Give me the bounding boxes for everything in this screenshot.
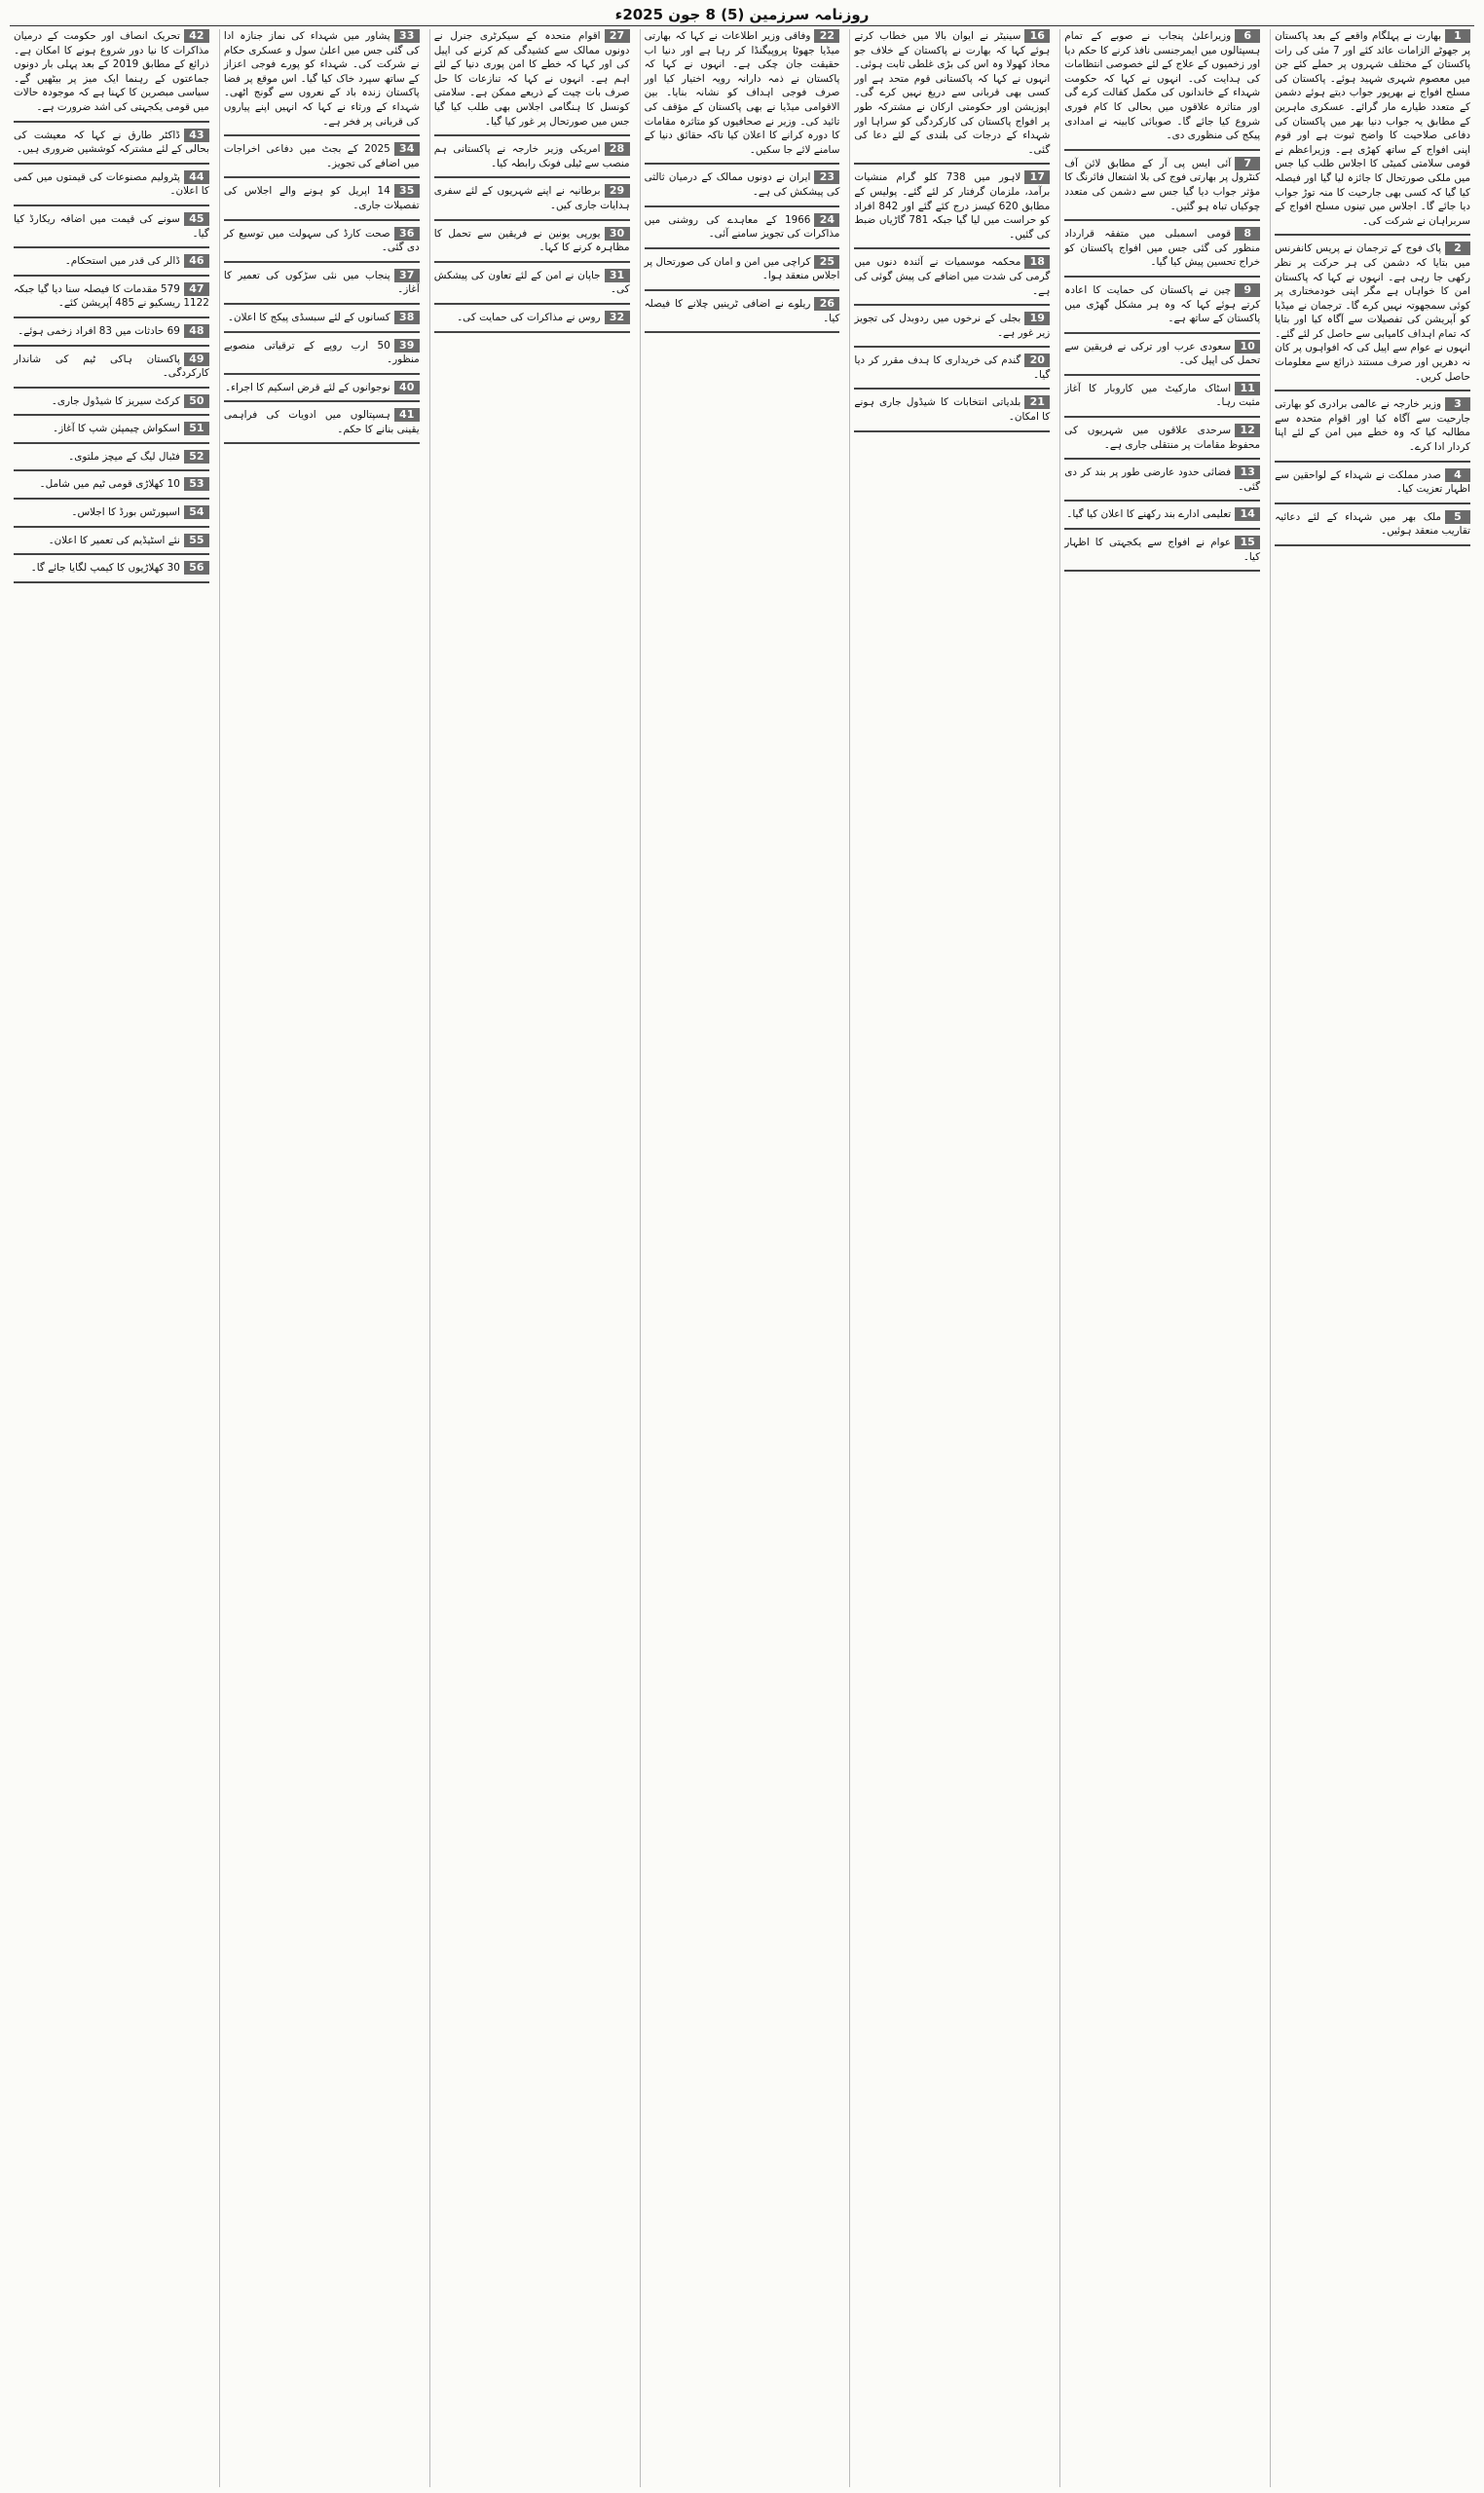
item-divider (224, 303, 420, 305)
news-item (224, 142, 420, 170)
news-item-text: کراچی میں امن و امان کی صورتحال پر اجلاس منعقد ہوا۔ (644, 255, 840, 282)
news-item (434, 142, 630, 170)
news-item (224, 269, 420, 297)
news-item (645, 297, 840, 325)
news-item-text: وفاقی وزیر اطلاعات نے کہا کہ بھارتی میڈیا جھوٹا پروپیگنڈا کر رہا ہے اور دنیا اب حقیقت جان چکی ہے۔ انہوں نے کہا کہ پاکستان نے ذمہ دارانہ رویہ اختیار کیا اور صرف فوجی اہداف کو نشانہ بنایا۔ بین الاقوامی میڈیا نے بھی پاکستان کے مؤقف کی تائید کی۔ وزیر نے صحافیوں کو متاثرہ مقامات کا دورہ کرانے کا اعلان کیا تاکہ حقائق دنیا کے سامنے لائے جا سکیں۔ (644, 30, 840, 156)
news-item-number: 53 (184, 477, 209, 491)
item-divider (14, 498, 209, 500)
news-item (14, 505, 209, 520)
item-divider (14, 316, 209, 318)
item-divider (14, 442, 209, 444)
news-item-number: 27 (605, 29, 630, 43)
news-item-number: 17 (1024, 170, 1050, 184)
item-divider (434, 219, 630, 221)
item-divider (224, 219, 420, 221)
news-item-text: قومی اسمبلی میں متفقہ قرارداد منظور کی گئی جس میں افواج پاکستان کو خراج تحسین پیش کیا گیا۔ (1064, 228, 1261, 269)
item-divider (854, 304, 1050, 306)
news-item-text: پاک فوج کے ترجمان نے پریس کانفرنس میں بتایا کہ دشمن کی ہر حرکت پر نظر رکھی جا رہی ہے۔ انہوں نے کہا کہ پاکستان امن کا خواہاں ہے مگر اپنی خودمختاری پر کوئی سمجھوتہ نہیں کرے گا۔ ترجمان نے میڈیا کو آپریشن کی تفصیلات سے آگاہ کیا اور بتایا کہ تمام اہداف کامیابی سے حاصل کر لئے گئے۔ انہوں نے عوام سے اپیل کی کہ افواہوں پر کان نہ دھریں اور صرف مستند ذرائع سے معلومات حاصل کریں۔ (1275, 242, 1470, 383)
news-item (1275, 242, 1470, 384)
news-item-text: سونے کی قیمت میں اضافہ ریکارڈ کیا گیا۔ (13, 212, 209, 240)
item-divider (434, 261, 630, 263)
news-item (854, 395, 1050, 424)
news-item (854, 170, 1050, 242)
news-item-text: تحریک انصاف اور حکومت کے درمیان مذاکرات کا نیا دور شروع ہونے کا امکان ہے۔ ذرائع کے مطابق 2019 کے بعد پہلی بار دونوں جماعتوں کے رہنما ایک میز پر بیٹھیں گے۔ سیاسی مبصرین کا کہنا ہے کہ موجودہ حالات میں قومی یکجہتی کی اشد ضرورت ہے۔ (13, 30, 209, 113)
item-divider (645, 247, 840, 249)
news-item-text: سینیٹر نے ایوان بالا میں خطاب کرتے ہوئے کہا کہ بھارت نے پاکستان کے خلاف جو محاذ کھولا وہ اس کی بڑی غلطی ثابت ہوئی۔ انہوں نے کہا کہ پاکستانی قوم متحد ہے اور کسی بھی قربانی سے دریغ نہیں کرے گی۔ اپوزیشن اور حکومتی ارکان نے مشترکہ طور پر افواج پاکستان کی کارکردگی کو سراہا اور شہداء کے درجات کی بلندی کے لئے دعا کی گئی۔ (854, 30, 1051, 156)
news-item-text: چین نے پاکستان کی حمایت کا اعادہ کرتے ہوئے کہا کہ وہ ہر مشکل گھڑی میں پاکستان کے ساتھ ہے۔ (1064, 283, 1261, 325)
news-item-number: 4 (1445, 468, 1470, 482)
news-column-1 (1270, 29, 1474, 2487)
item-divider (224, 400, 420, 402)
news-item (224, 339, 420, 367)
item-divider (224, 176, 420, 178)
item-divider (14, 414, 209, 416)
news-item (645, 29, 840, 157)
news-item (224, 227, 420, 255)
news-item-number: 46 (184, 254, 209, 268)
item-divider (224, 373, 420, 375)
news-item-number: 6 (1235, 29, 1260, 43)
news-item-text: ڈاکٹر طارق نے کہا کہ معیشت کی بحالی کے لئے مشترکہ کوششیں ضروری ہیں۔ (13, 129, 209, 156)
news-item (14, 282, 209, 311)
news-item-number: 51 (184, 422, 209, 435)
news-item (1275, 29, 1470, 228)
news-item (224, 311, 420, 325)
news-item-text: اسپورٹس بورڈ کا اجلاس۔ (71, 506, 180, 519)
news-item (1064, 382, 1260, 410)
news-item-text: ڈالر کی قدر میں استحکام۔ (64, 255, 180, 268)
news-item (224, 29, 420, 129)
item-divider (645, 205, 840, 207)
item-divider (14, 246, 209, 248)
item-divider (645, 163, 840, 165)
item-divider (854, 388, 1050, 390)
item-divider (224, 261, 420, 263)
news-item-number: 11 (1235, 382, 1260, 395)
news-item-number: 10 (1235, 340, 1260, 353)
news-item-number: 55 (184, 534, 209, 547)
news-item (14, 129, 209, 157)
news-item (1064, 29, 1260, 143)
news-item-number: 38 (394, 311, 420, 324)
item-divider (854, 430, 1050, 432)
news-item-number: 41 (394, 408, 420, 422)
news-item-text: محکمہ موسمیات نے آئندہ دنوں میں گرمی کی شدت میں اضافے کی پیش گوئی کی ہے۔ (854, 256, 1051, 297)
news-item (1064, 227, 1260, 270)
news-item (14, 254, 209, 269)
news-item (14, 477, 209, 492)
news-item (224, 408, 420, 436)
news-item-text: امریکی وزیر خارجہ نے پاکستانی ہم منصب سے ٹیلی فونک رابطہ کیا۔ (433, 143, 630, 169)
item-divider (14, 345, 209, 347)
item-divider (224, 442, 420, 444)
news-item (1064, 507, 1260, 522)
news-item-text: بھارت نے پہلگام واقعے کے بعد پاکستان پر جھوٹے الزامات عائد کئے اور 7 مئی کی رات پاکستان کے مختلف شہروں پر حملے کئے جن میں معصوم شہری شہید ہوئے۔ پاکستان کی مسلح افواج نے بھرپور جواب دیتے ہوئے دشمن کے متعدد طیارے مار گرائے۔ عسکری ماہرین کے مطابق یہ جواب دنیا بھر میں پاکستان کی دفاعی صلاحیت کا واضح ثبوت ہے اور قوم اپنی افواج کے ساتھ کھڑی ہے۔ وزیراعظم نے قومی سلامتی کمیٹی کا اجلاس طلب کیا جس میں ملکی صورتحال کا جائزہ لیا گیا اور فیصلہ کیا گیا کہ کسی بھی جارحیت کا منہ توڑ جواب دیا جائے گا۔ اجلاس میں تینوں مسلح افواج کے سربراہان نے شرکت کی۔ (1275, 30, 1470, 227)
news-item-number: 20 (1024, 353, 1050, 367)
news-item-number: 23 (814, 170, 839, 184)
news-item-number: 3 (1445, 397, 1470, 411)
news-item-number: 48 (184, 324, 209, 338)
news-item-number: 45 (184, 212, 209, 226)
item-divider (1064, 458, 1260, 460)
news-item (854, 353, 1050, 382)
item-divider (14, 387, 209, 389)
news-item-text: 69 حادثات میں 83 افراد زخمی ہوئے۔ (18, 324, 180, 337)
news-item-text: جاپان نے امن کے لئے تعاون کی پیشکش کی۔ (433, 269, 630, 296)
news-item (14, 450, 209, 465)
news-item (14, 353, 209, 381)
news-item (14, 561, 209, 576)
news-item-number: 13 (1235, 465, 1260, 479)
item-divider (1064, 570, 1260, 572)
item-divider (1064, 500, 1260, 502)
item-divider (1064, 374, 1260, 376)
item-divider (434, 134, 630, 136)
news-item-text: یورپی یونین نے فریقین سے تحمل کا مظاہرہ کرنے کا کہا۔ (433, 227, 630, 254)
news-item-text: ملک بھر میں شہداء کے لئے دعائیہ تقاریب منعقد ہوئیں۔ (1275, 510, 1470, 538)
news-item (854, 312, 1050, 340)
news-item-text: سعودی عرب اور ترکی نے فریقین سے تحمل کی اپیل کی۔ (1064, 340, 1261, 367)
news-item (1275, 510, 1470, 539)
item-divider (14, 121, 209, 123)
news-item-text: صحت کارڈ کی سہولت میں توسیع کر دی گئی۔ (223, 227, 420, 254)
news-item-text: پٹرولیم مصنوعات کی قیمتوں میں کمی کا اعلان۔ (13, 170, 209, 198)
news-item-text: وزیراعلیٰ پنجاب نے صوبے کے تمام ہسپتالوں میں ایمرجنسی نافذ کرنے کا حکم دیا اور زخمیوں کے علاج کے لئے خصوصی انتظامات کی ہدایت کی۔ انہوں نے کہا کہ حکومت شہداء کے خاندانوں کی مکمل کفالت کرے گی اور متاثرہ علاقوں میں بحالی کا کام فوری شروع کیا جائے گا۔ صوبائی کابینہ نے امدادی پیکج کی منظوری دی۔ (1064, 30, 1261, 142)
news-item (14, 212, 209, 241)
news-column-3 (849, 29, 1054, 2487)
news-item-text: بلدیاتی انتخابات کا شیڈول جاری ہونے کا امکان۔ (854, 396, 1051, 424)
news-item-number: 1 (1445, 29, 1470, 43)
news-item-text: صدر مملکت نے شہداء کے لواحقین سے اظہار تعزیت کیا۔ (1275, 468, 1470, 496)
news-item (1275, 397, 1470, 454)
news-item (854, 29, 1050, 157)
news-item-text: پشاور میں شہداء کی نماز جنازہ ادا کی گئی جس میں اعلیٰ سول و عسکری حکام نے شرکت کی۔ شہداء کو پورے فوجی اعزاز کے ساتھ سپرد خاک کیا گیا۔ اس موقع پر فضا پاکستان زندہ باد کے نعروں سے گونج اٹھی۔ شہداء کے ورثاء نے کہا کہ انہیں اپنے پیاروں کی قربانی پر فخر ہے۔ (223, 30, 420, 128)
news-item-text: نئے اسٹیڈیم کی تعمیر کا اعلان۔ (48, 534, 180, 546)
news-item (1064, 283, 1260, 326)
news-item-number: 35 (394, 184, 420, 198)
news-item (1064, 536, 1260, 564)
news-item-text: 14 اپریل کو ہونے والے اجلاس کی تفصیلات جاری۔ (223, 185, 420, 211)
item-divider (1064, 416, 1260, 418)
news-item-number: 56 (184, 561, 209, 575)
news-item-text: 10 کھلاڑی قومی ٹیم میں شامل۔ (39, 478, 180, 491)
item-divider (1064, 219, 1260, 221)
news-item-number: 18 (1024, 255, 1050, 269)
news-column-5 (429, 29, 634, 2487)
news-item (14, 394, 209, 409)
news-item-text: گندم کی خریداری کا ہدف مقرر کر دیا گیا۔ (854, 354, 1051, 381)
news-item-text: عوام نے افواج سے یکجہتی کا اظہار کیا۔ (1064, 537, 1261, 563)
news-item-text: 1966 کے معاہدے کی روشنی میں مذاکرات کی تجویز سامنے آئی۔ (644, 213, 840, 241)
news-item-number: 37 (394, 269, 420, 282)
item-divider (14, 163, 209, 165)
news-item (14, 170, 209, 199)
news-item (224, 184, 420, 212)
item-divider (1275, 461, 1470, 463)
news-item-text: 50 ارب روپے کے ترقیاتی منصوبے منظور۔ (223, 339, 420, 366)
news-item-text: وزیر خارجہ نے عالمی برادری کو بھارتی جارحیت سے آگاہ کیا اور اقوام متحدہ سے مطالبہ کیا کہ وہ خطے میں امن کے لئے اپنا کردار ادا کرے۔ (1275, 398, 1470, 454)
item-divider (854, 247, 1050, 249)
news-item (645, 170, 840, 199)
news-item-number: 25 (814, 255, 839, 269)
news-item-number: 28 (605, 142, 630, 156)
news-item-number: 34 (394, 142, 420, 156)
news-item (224, 381, 420, 395)
item-divider (14, 526, 209, 528)
news-item-text: تعلیمی ادارے بند رکھنے کا اعلان کیا گیا۔ (1066, 508, 1232, 521)
news-item-number: 14 (1235, 507, 1260, 521)
news-item (854, 255, 1050, 298)
news-item-text: فٹبال لیگ کے میچز ملتوی۔ (68, 450, 180, 463)
news-item-number: 24 (814, 213, 839, 227)
news-item-text: پاکستان ہاکی ٹیم کی شاندار کارکردگی۔ (13, 353, 209, 380)
item-divider (434, 331, 630, 333)
item-divider (1064, 332, 1260, 334)
item-divider (224, 331, 420, 333)
news-item-number: 49 (184, 353, 209, 366)
news-item (14, 422, 209, 436)
news-item-text: ریلوے نے اضافی ٹرینیں چلانے کا فیصلہ کیا۔ (644, 297, 840, 324)
news-item-text: نوجوانوں کے لئے قرض اسکیم کا اجراء۔ (224, 381, 390, 393)
news-item (434, 227, 630, 255)
item-divider (224, 134, 420, 136)
news-item-text: ہسپتالوں میں ادویات کی فراہمی یقینی بنانے کا حکم۔ (223, 409, 420, 435)
news-item-text: سرحدی علاقوں میں شہریوں کی محفوظ مقامات پر منتقلی جاری ہے۔ (1064, 425, 1261, 451)
item-divider (14, 205, 209, 206)
news-item-number: 9 (1235, 283, 1260, 297)
news-item-text: اقوام متحدہ کے سیکرٹری جنرل نے دونوں ممالک سے کشیدگی کم کرنے کی اپیل کی اور کہا کہ خطے کا امن پوری دنیا کے لئے اہم ہے۔ انہوں نے کہا کہ تنازعات کا حل صرف بات چیت کے ذریعے ممکن ہے۔ سلامتی کونسل کا ہنگامی اجلاس بھی طلب کیا گیا جس میں صورتحال پر غور کیا گیا۔ (433, 30, 630, 128)
item-divider (1275, 502, 1470, 504)
news-item (14, 534, 209, 548)
news-item-text: آئی ایس پی آر کے مطابق لائن آف کنٹرول پر بھارتی فوج کی بلا اشتعال فائرنگ کا مؤثر جواب دیا گیا جس سے دشمن کی متعدد چوکیاں تباہ ہو گئیں۔ (1064, 157, 1261, 212)
news-item (1064, 157, 1260, 213)
news-item-text: پنجاب میں نئی سڑکوں کی تعمیر کا آغاز۔ (223, 269, 420, 296)
item-divider (14, 553, 209, 555)
news-item-number: 50 (184, 394, 209, 408)
item-divider (1275, 390, 1470, 391)
news-item-text: 30 کھلاڑیوں کا کیمپ لگایا جائے گا۔ (30, 562, 180, 575)
news-item (14, 29, 209, 115)
item-divider (645, 289, 840, 291)
news-item-number: 29 (605, 184, 630, 198)
news-item-number: 40 (394, 381, 420, 394)
news-item-number: 52 (184, 450, 209, 464)
news-item-number: 54 (184, 505, 209, 519)
news-item-text: برطانیہ نے اپنے شہریوں کے لئے سفری ہدایات جاری کیں۔ (433, 185, 630, 211)
news-item-number: 19 (1024, 312, 1050, 325)
news-item-number: 12 (1235, 424, 1260, 437)
item-divider (1064, 528, 1260, 530)
news-item-number: 15 (1235, 536, 1260, 549)
item-divider (434, 303, 630, 305)
item-divider (1064, 276, 1260, 278)
news-item-text: کرکٹ سیریز کا شیڈول جاری۔ (51, 394, 180, 407)
item-divider (645, 331, 840, 333)
news-item-number: 32 (605, 311, 630, 324)
news-item-number: 36 (394, 227, 420, 241)
news-item-number: 26 (814, 297, 839, 311)
news-item-number: 47 (184, 282, 209, 296)
news-item-text: اسٹاک مارکیٹ میں کاروبار کا آغاز مثبت رہا۔ (1064, 382, 1261, 409)
news-item (645, 255, 840, 283)
item-divider (14, 275, 209, 277)
news-item (1064, 465, 1260, 494)
news-item-number: 31 (605, 269, 630, 282)
news-columns (10, 29, 1474, 2487)
item-divider (14, 469, 209, 471)
news-item-text: کسانوں کے لئے سبسڈی پیکج کا اعلان۔ (227, 311, 390, 323)
news-item (434, 269, 630, 297)
news-item-number: 43 (184, 129, 209, 142)
news-item (1275, 468, 1470, 497)
news-item-text: 579 مقدمات کا فیصلہ سنا دیا گیا جبکہ 1122 ریسکیو نے 485 آپریشن کئے۔ (13, 282, 209, 310)
news-item-number: 8 (1235, 227, 1260, 241)
item-divider (434, 176, 630, 178)
news-item-number: 16 (1024, 29, 1050, 43)
news-column-7 (10, 29, 213, 2487)
news-item-text: اسکواش چیمپئن شپ کا آغاز۔ (53, 423, 180, 435)
item-divider (1275, 234, 1470, 236)
news-item-text: فضائی حدود عارضی طور پر بند کر دی گئی۔ (1064, 466, 1261, 493)
item-divider (14, 581, 209, 583)
news-item-text: 2025 کے بجٹ میں دفاعی اخراجات میں اضافے کی تجویز۔ (223, 143, 420, 169)
news-item-text: ایران نے دونوں ممالک کے درمیان ثالثی کی پیشکش کی ہے۔ (644, 171, 840, 198)
news-item-text: لاہور میں 738 کلو گرام منشیات برآمد، ملزمان گرفتار کر لئے گئے۔ پولیس کے مطابق 620 کیسز درج کئے گئے اور 842 افراد کو حراست میں لیا گیا جبکہ 781 گاڑیاں ضبط کی گئیں۔ (854, 171, 1051, 241)
item-divider (1064, 149, 1260, 151)
news-item-number: 5 (1445, 510, 1470, 524)
news-item-number: 42 (184, 29, 209, 43)
news-item (434, 184, 630, 212)
news-column-4 (640, 29, 844, 2487)
news-item (1064, 424, 1260, 452)
item-divider (854, 163, 1050, 165)
news-item-number: 44 (184, 170, 209, 184)
news-item (1064, 340, 1260, 368)
news-item-number: 7 (1235, 157, 1260, 170)
news-item-number: 22 (814, 29, 839, 43)
news-column-2 (1059, 29, 1264, 2487)
item-divider (1275, 544, 1470, 546)
page-masthead: روزنامہ سرزمین (5) 8 جون 2025ء (10, 6, 1474, 26)
news-item-number: 33 (394, 29, 420, 43)
news-item-number: 30 (605, 227, 630, 241)
news-item-number: 2 (1445, 242, 1470, 255)
news-item (645, 213, 840, 242)
news-item (14, 324, 209, 339)
news-item-text: روس نے مذاکرات کی حمایت کی۔ (457, 311, 601, 323)
news-item-number: 39 (394, 339, 420, 353)
item-divider (854, 346, 1050, 348)
news-column-6 (219, 29, 424, 2487)
news-item (434, 29, 630, 129)
news-item (434, 311, 630, 325)
news-item-text: بجلی کے نرخوں میں ردوبدل کی تجویز زیر غور ہے۔ (854, 313, 1051, 339)
news-item-number: 21 (1024, 395, 1050, 409)
